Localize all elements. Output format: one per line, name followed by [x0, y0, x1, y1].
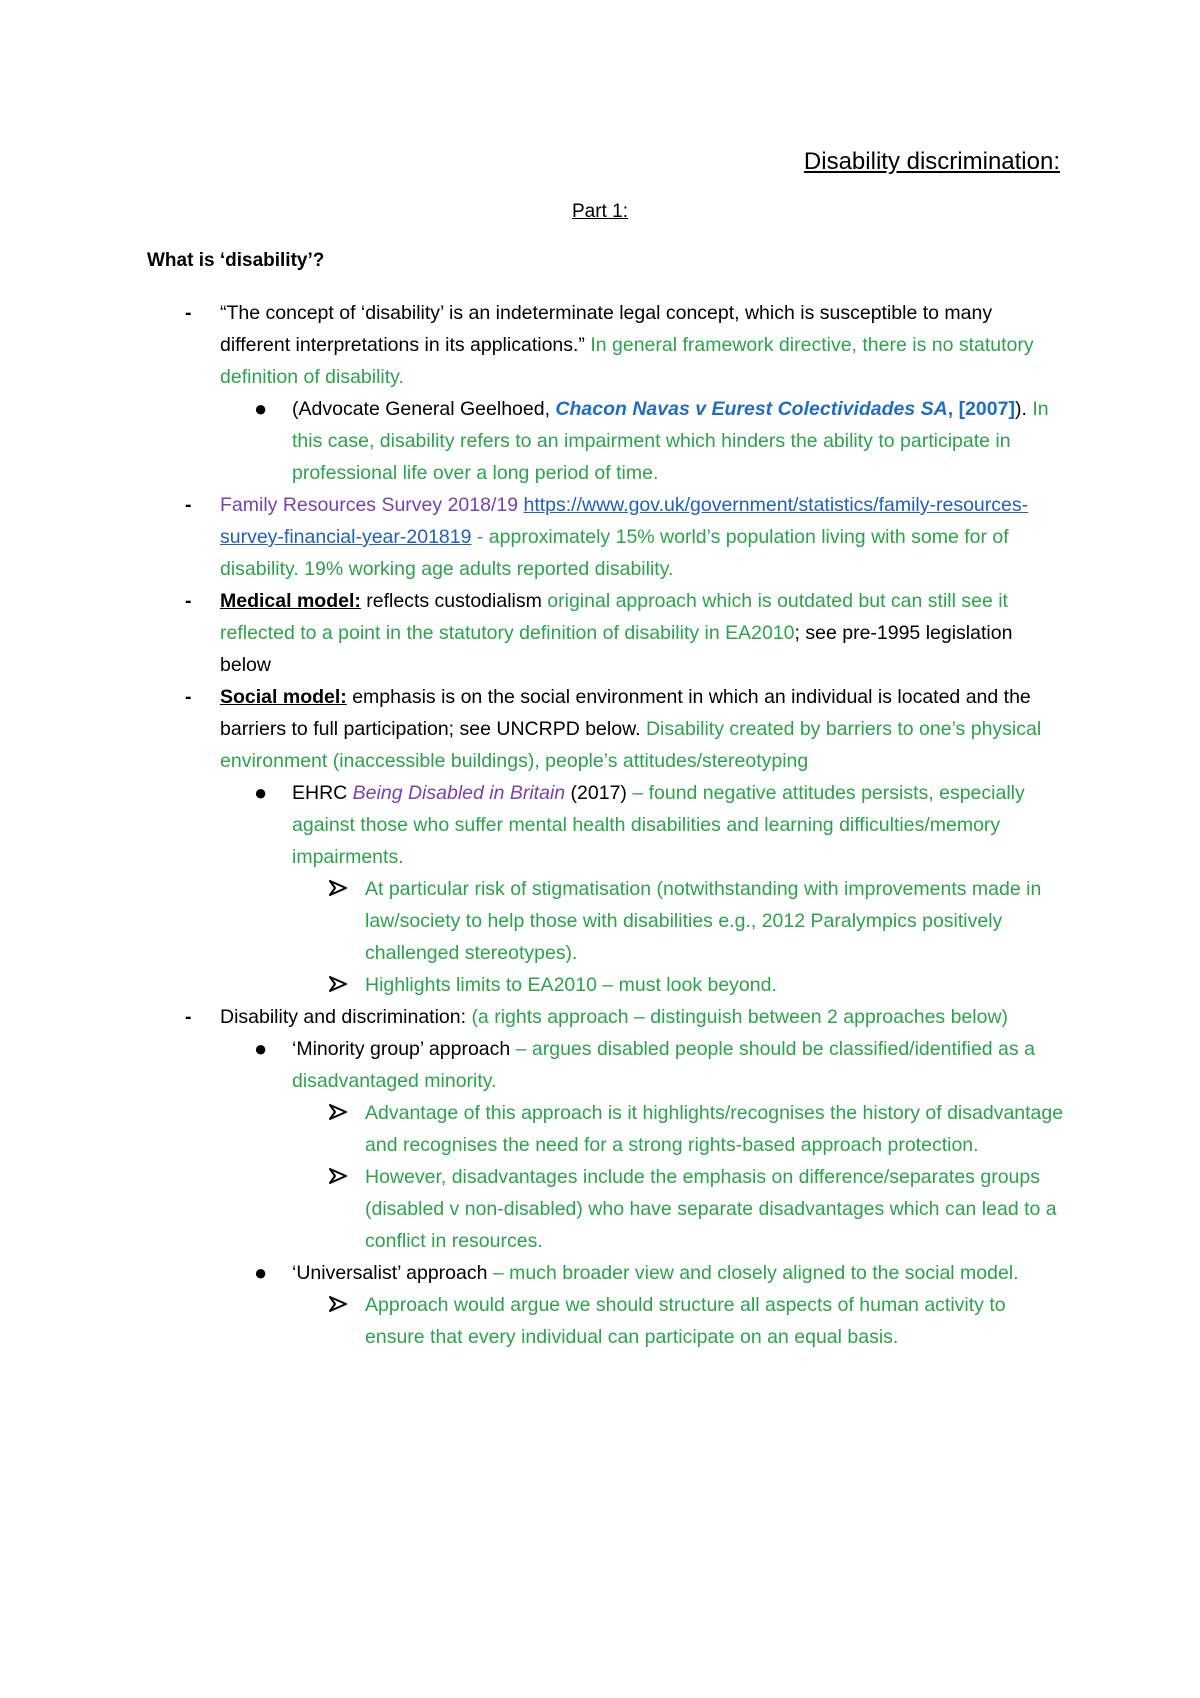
arrow-bullet-icon [328, 1289, 348, 1321]
dash-marker: - [185, 494, 192, 516]
arrow-bullet-icon [328, 969, 348, 1001]
note-text: Disability created by barriers to one’s physical environment (inaccessible buildings), people’s attitudes/stereotyping [220, 718, 1042, 772]
medical-model-label: Medical model: [220, 590, 361, 612]
bullet-marker: ● [254, 396, 268, 421]
citation-prefix: (Advocate General Geelhoed, [292, 398, 556, 420]
list-item-highlights-limits [0, 969, 1064, 1001]
note-text: original approach which is outdated but can still see it reflected to a point in the statutory definition of disability in EA2010 [220, 590, 1008, 644]
citation-sep: , [947, 398, 959, 420]
case-name: Chacon Navas v Eurest Colectividades SA [555, 398, 948, 420]
list-item-disadvantage [0, 1161, 1064, 1257]
part-title: Part 1: [572, 201, 628, 222]
arrow-bullet-icon [328, 1161, 348, 1193]
list-item-disability-discrimination [0, 1001, 1064, 1033]
social-model-label: Social model: [220, 686, 347, 708]
dash-marker: - [185, 302, 192, 324]
note-text: - approximately 15% world’s population living with some for of disability. 19% working age adults reported disability. [220, 526, 1009, 580]
ehrc-label: EHRC [292, 782, 353, 804]
notes-list [0, 297, 1200, 1353]
note-text: – argues disabled people should be classified/identified as a disadvantaged minority. [292, 1038, 1035, 1092]
note-text: At particular risk of stigmatisation (notwithstanding with improvements made in law/society to help those with disabilities e.g., 2012 Paralympics positively challenged stereotypes). [365, 878, 1042, 964]
list-item-stigmatisation [0, 873, 1064, 969]
list-item-universal-structure [0, 1289, 1064, 1353]
approach-label: ‘Minority group’ approach [292, 1038, 516, 1060]
case-year: [2007] [958, 398, 1015, 420]
report-title: Being Disabled in Britain [352, 782, 566, 804]
list-item-medical-model [0, 585, 1064, 681]
bullet-marker: ● [254, 1260, 268, 1285]
list-item-universalist [0, 1257, 1064, 1289]
dash-marker: - [185, 686, 192, 708]
note-text: – found negative attitudes persists, especially against those who suffer mental health disabilities and learning difficulties/memory impairments. [292, 782, 1025, 868]
note-text: – much broader view and closely aligned to the social model. [492, 1262, 1019, 1284]
medical-model-text: reflects custodialism [360, 590, 548, 612]
list-item-ehrc [0, 777, 1064, 873]
bullet-marker: ● [254, 780, 268, 805]
list-item-social-model [0, 681, 1064, 777]
list-item-advantage [0, 1097, 1064, 1161]
note-text: However, disadvantages include the emphasis on difference/separates groups (disabled v non-disabled) who have separate disadvantages which can lead to a conflict in resources. [365, 1166, 1057, 1252]
approach-label: ‘Universalist’ approach [292, 1262, 493, 1284]
note-text: Advantage of this approach is it highlights/recognises the history of disadvantage and recognises the need for a strong rights-based approach protection. [365, 1102, 1064, 1156]
report-year: (2017) [565, 782, 633, 804]
note-text: (a rights approach – distinguish between 2 approaches below) [471, 1006, 1009, 1028]
bullet-marker: ● [254, 1036, 268, 1061]
arrow-bullet-icon [328, 1097, 348, 1129]
list-item-family-resources [0, 489, 1064, 585]
note-text: In general framework directive, there is no statutory definition of disability. [220, 334, 1034, 388]
list-item-concept-quote [0, 297, 1064, 393]
list-item-advocate-general [0, 393, 1064, 489]
dash-marker: - [185, 590, 192, 612]
dash-marker: - [185, 1006, 192, 1028]
note-text: Highlights limits to EA2010 – must look beyond. [365, 974, 777, 996]
social-model-text: emphasis is on the social environment in which an individual is located and the barriers to full participation; see UNCRPD below. [220, 686, 1031, 740]
document-title: Disability discrimination: [803, 148, 1060, 175]
quote-text: “The concept of ‘disability’ is an indeterminate legal concept, which is susceptible to many different interpretations in its applications.” [220, 302, 993, 356]
medical-model-see: ; see pre-1995 legislation below [220, 622, 1013, 676]
survey-name: Family Resources Survey 2018/19 [220, 494, 524, 516]
note-text: In this case, disability refers to an impairment which hinders the ability to participate in professional life over a long period of time. [292, 398, 1049, 484]
section-heading: What is ‘disability’? [147, 250, 325, 271]
note-text: Approach would argue we should structure all aspects of human activity to ensure that every individual can participate on an equal basis. [365, 1294, 1006, 1348]
citation-close: ). [1014, 398, 1033, 420]
arrow-bullet-icon [328, 873, 348, 905]
topic-label: Disability and discrimination: [220, 1006, 472, 1028]
survey-link[interactable]: https://www.gov.uk/government/statistics/family-resources-survey-financial-year-201819 [220, 494, 1029, 548]
list-item-minority-group [0, 1033, 1064, 1097]
